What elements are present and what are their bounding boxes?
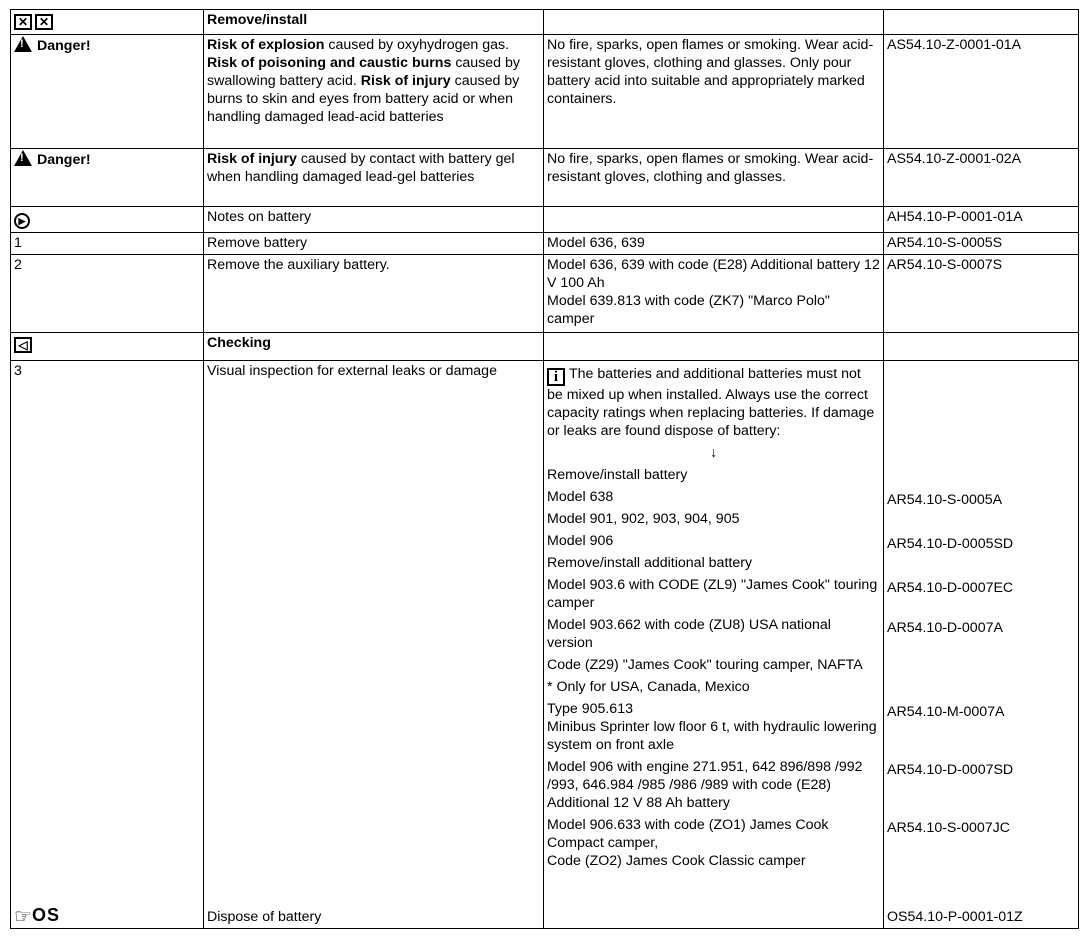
danger-row	[11, 149, 1079, 207]
danger-measure: No fire, sparks, open flames or smoking. Wear acid-resistant gloves, clothing and glasses.	[544, 149, 884, 207]
dispose-ref: OS54.10-P-0001-01Z	[887, 909, 1023, 925]
step3-row	[11, 361, 1079, 929]
risk-text: caused by burns to skin and eyes from battery acid or when handling damaged lead-acid batteries	[207, 73, 520, 125]
info-note: i The batteries and additional batteries must not be mixed up when installed. Always use the correct capacity ratings when replacing batteries. If damage or leaks are found dispose of battery:	[547, 366, 875, 439]
danger-measure: No fire, sparks, open flames or smoking. Wear acid-resistant gloves, clothing and glasses. Only pour battery acid into suitable and appropriately marked containers.	[544, 35, 884, 149]
section-title: Remove/install	[204, 10, 544, 35]
danger-label: Danger!	[37, 152, 91, 168]
item-ref: AR54.10-S-0007JC	[887, 820, 1011, 836]
list-item: Model 906 with engine 271.951, 642 896/898 /992 /993, 646.984 /985 /986 /989 with code (E28) Additional 12 V 88 Ah battery	[547, 759, 863, 811]
remove-icon: ✕	[14, 14, 32, 30]
list-item: Remove/install additional battery	[547, 555, 753, 571]
pointing-hand-icon: ☞	[14, 906, 32, 928]
risk-text: caused by oxyhydrogen gas.	[324, 37, 510, 53]
item-ref: AR54.10-D-0005SD	[887, 536, 1014, 552]
step-ref: AR54.10-S-0005S	[884, 233, 1079, 255]
item-ref: AR54.10-D-0007EC	[887, 580, 1014, 596]
risk-text: Risk of poisoning and caustic burns	[207, 55, 452, 71]
checking-icon: ◁	[14, 337, 32, 353]
step-number: 3	[14, 363, 22, 379]
item-ref: AR54.10-D-0007A	[887, 620, 1003, 636]
list-item: Code (Z29) "James Cook" touring camper, NAFTA	[547, 657, 863, 673]
notes-icon: ▶	[14, 213, 30, 229]
list-item: Remove/install battery	[547, 467, 688, 483]
risk-text: Risk of injury	[207, 151, 297, 167]
remove-install-icons	[11, 10, 204, 35]
step-info: Model 636, 639 with code (E28) Additional battery 12 V 100 Ah Model 639.813 with code (ZK7) "Marco Polo" camper	[544, 255, 884, 333]
list-item: Type 905.613 Minibus Sprinter low floor 6 t, with hydraulic lowering system on front axle	[547, 701, 877, 753]
notes-text: Notes on battery	[204, 207, 544, 233]
danger-risk	[204, 149, 544, 207]
step-number: 2	[11, 255, 204, 333]
danger-row	[11, 35, 1079, 149]
list-item: Model 906	[547, 533, 614, 549]
step-text: Remove battery	[204, 233, 544, 255]
danger-ref: AS54.10-Z-0001-01A	[884, 35, 1079, 149]
list-item: Model 901, 902, 903, 904, 905	[547, 511, 740, 527]
item-list	[547, 466, 880, 870]
step-info: Model 636, 639	[544, 233, 884, 255]
step-number: 1	[11, 233, 204, 255]
list-item: Model 638	[547, 489, 614, 505]
danger-ref: AS54.10-Z-0001-02A	[884, 149, 1079, 207]
step-text: Visual inspection for external leaks or damage	[207, 363, 497, 379]
notes-ref: AH54.10-P-0001-01A	[884, 207, 1079, 233]
risk-text: caused by swallowing battery acid.	[207, 55, 520, 89]
risk-text: Risk of injury	[360, 73, 451, 89]
procedure-table	[10, 9, 1079, 929]
os-label: OS	[31, 905, 60, 925]
step-ref: AR54.10-S-0007S	[884, 255, 1079, 333]
dispose-text: Dispose of battery	[207, 909, 322, 925]
dispose-marker	[14, 906, 60, 926]
risk-text: caused by contact with battery gel when handling damaged lead-gel batteries	[207, 151, 515, 185]
checking-title: Checking	[204, 333, 544, 361]
step-row	[11, 255, 1079, 333]
step-row	[11, 233, 1079, 255]
install-icon: ✕	[35, 14, 53, 30]
step-text: Remove the auxiliary battery.	[204, 255, 544, 333]
item-ref: AR54.10-M-0007A	[887, 704, 1005, 720]
header-row	[11, 10, 1079, 35]
warning-icon	[14, 150, 32, 166]
step3-ref-cell	[884, 361, 1079, 929]
list-item: Model 906.633 with code (ZO1) James Cook Compact camper, Code (ZO2) James Cook Classic camper	[547, 817, 829, 869]
warning-icon	[14, 36, 32, 52]
danger-risk	[204, 35, 544, 149]
down-arrow-icon: ↓	[709, 445, 718, 461]
info-icon: i	[547, 368, 565, 386]
item-ref: AR54.10-S-0005A	[887, 492, 1003, 508]
list-item: * Only for USA, Canada, Mexico	[547, 679, 750, 695]
item-ref: AR54.10-D-0007SD	[887, 762, 1014, 778]
list-item: Model 903.6 with CODE (ZL9) "James Cook" touring camper	[547, 577, 878, 611]
risk-text: Risk of explosion	[207, 37, 325, 53]
notes-row	[11, 207, 1079, 233]
danger-label: Danger!	[37, 38, 91, 54]
checking-row	[11, 333, 1079, 361]
step3-info-cell	[544, 361, 884, 929]
list-item: Model 903.662 with code (ZU8) USA national version	[547, 617, 831, 651]
